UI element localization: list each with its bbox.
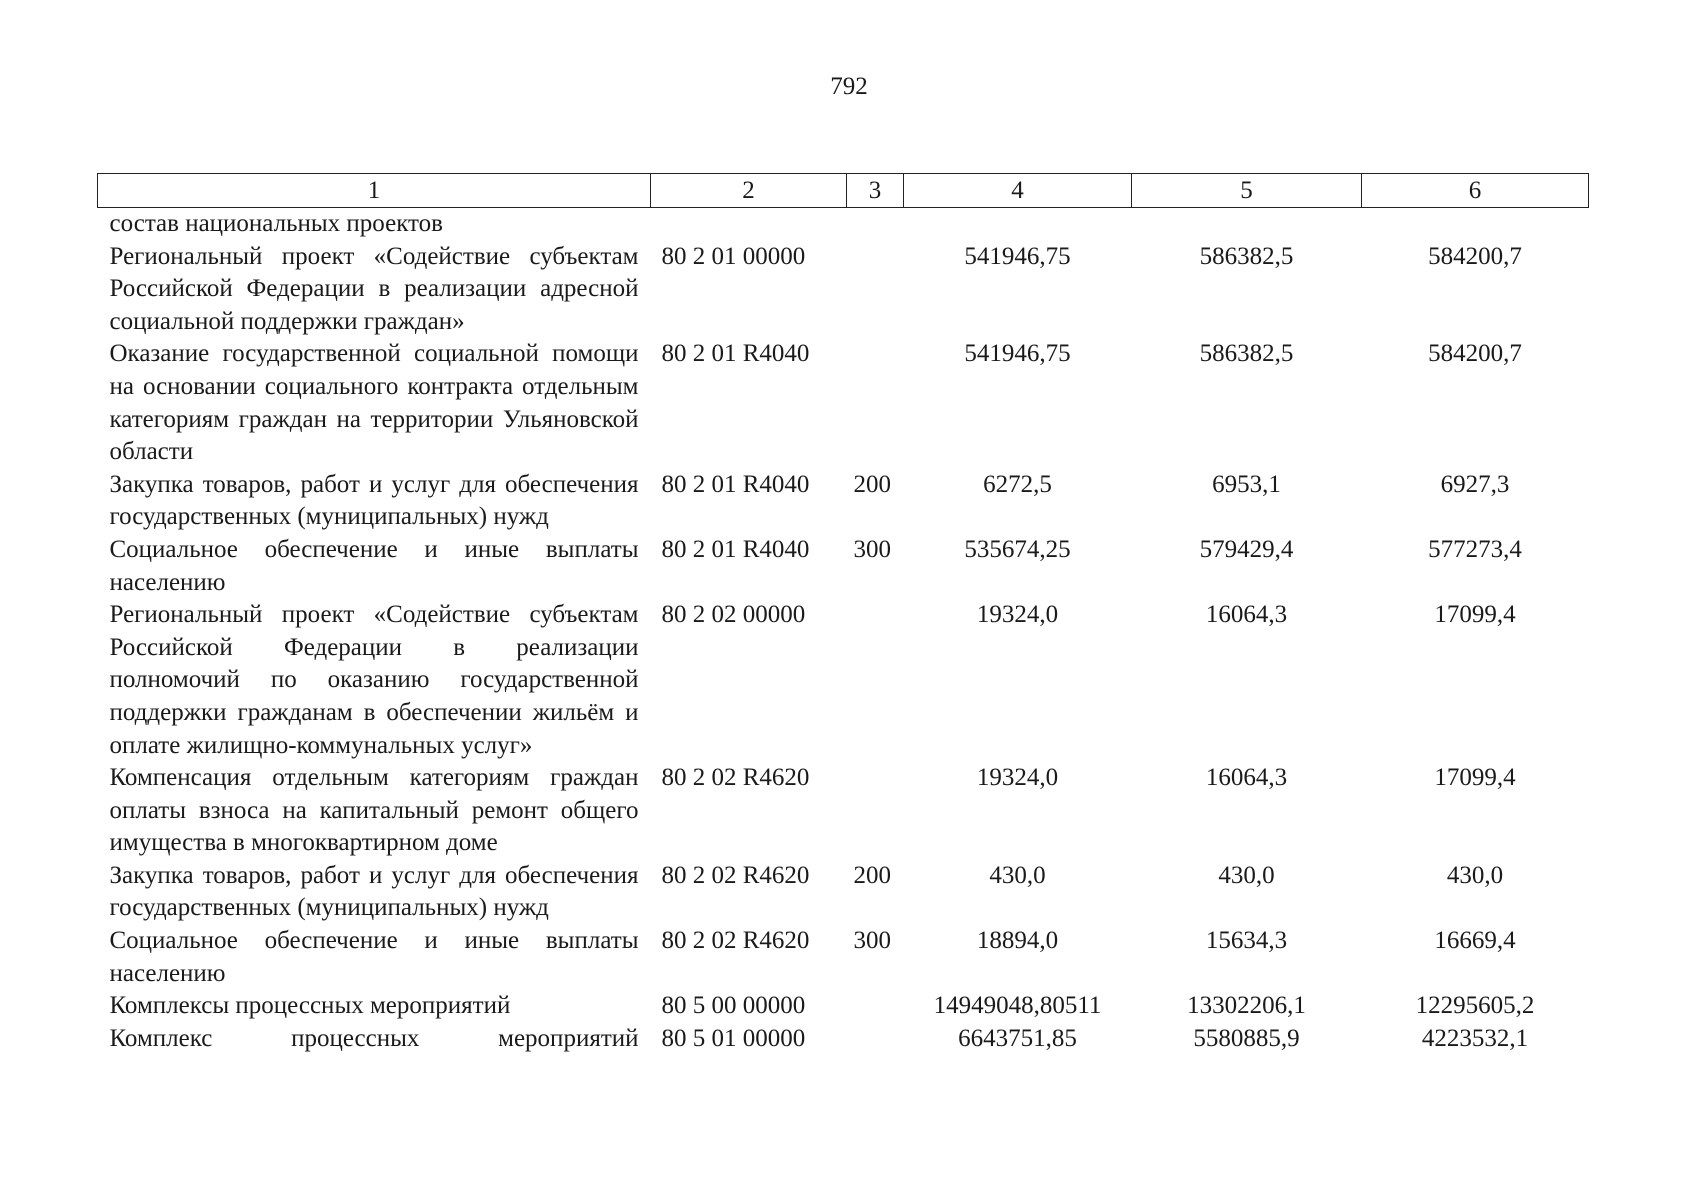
row-name: Оказание государственной социальной помощи на основании социального контракта отдельным категориям граждан на территории Ульяновской области [109, 340, 639, 466]
row-expense-type: 200 [853, 470, 891, 498]
table-row [98, 925, 1589, 990]
page-number: 792 [830, 73, 868, 100]
row-expense-type: 300 [853, 535, 891, 563]
row-value-col5: 13302206,1 [1187, 992, 1306, 1020]
row-value-col5: 16064,3 [1205, 601, 1288, 629]
row-name: Социальное обеспечение и иные выплаты населению [109, 927, 639, 987]
row-value-col5 [1132, 208, 1362, 241]
table-row [98, 208, 1589, 241]
row-value-col6: 430,0 [1446, 861, 1504, 889]
row-value-col6: 6927,3 [1440, 470, 1510, 498]
budget-table-container [97, 173, 1588, 1055]
row-value-col6: 584200,7 [1428, 340, 1522, 368]
row-expense-type [847, 338, 904, 468]
row-value-col4 [904, 208, 1132, 241]
table-row [98, 469, 1589, 534]
table-row [98, 241, 1589, 339]
row-value-col6: 12295605,2 [1415, 992, 1535, 1020]
budget-table [97, 173, 1589, 1055]
table-row [98, 990, 1589, 1023]
row-name: состав национальных проектов [109, 210, 443, 237]
row-value-col5: 15634,3 [1205, 927, 1288, 955]
row-name: Региональный проект «Содействие субъектам Российской Федерации в реализации полномочий по оказанию государственной поддержки гражданам в обеспечении жильём и оплате жилищно-коммунальных услуг» [109, 601, 639, 759]
row-expense-type [847, 208, 904, 241]
table-row [98, 338, 1589, 468]
row-value-col4: 6272,5 [983, 470, 1052, 498]
row-code: 80 2 02 00000 [661, 601, 806, 629]
row-code: 80 2 02 R4620 [661, 861, 810, 889]
row-code: 80 5 01 00000 [661, 1024, 806, 1052]
row-expense-type: 200 [853, 861, 891, 889]
row-value-col4: 19324,0 [976, 764, 1059, 792]
row-value-col6 [1362, 208, 1589, 241]
table-row [98, 1023, 1589, 1056]
column-header-4: 4 [904, 174, 1132, 208]
column-header-6: 6 [1362, 174, 1589, 208]
header-row [98, 174, 1589, 208]
row-value-col5: 430,0 [1218, 861, 1275, 889]
row-expense-type: 300 [853, 927, 891, 955]
row-name: Региональный проект «Содействие субъектам Российской Федерации в реализации адресной социальной поддержки граждан» [109, 242, 639, 335]
row-value-col6: 4223532,1 [1421, 1024, 1529, 1052]
row-value-col5: 5580885,9 [1193, 1024, 1300, 1052]
table-row [98, 599, 1589, 762]
table-row [98, 860, 1589, 925]
row-expense-type [847, 762, 904, 860]
row-name: Комплексы процессных мероприятий [109, 992, 511, 1020]
row-value-col5: 16064,3 [1205, 764, 1288, 792]
column-header-2: 2 [651, 174, 847, 208]
row-name: Закупка товаров, работ и услуг для обеспечения государственных (муниципальных) нужд [109, 470, 639, 531]
row-value-col5: 586382,5 [1199, 340, 1294, 368]
row-code: 80 2 01 R4040 [661, 470, 810, 498]
row-name: Компенсация отдельным категориям граждан оплаты взноса на капитальный ремонт общего имущества в многоквартирном доме [109, 764, 639, 857]
column-header-5: 5 [1132, 174, 1362, 208]
row-value-col6: 17099,4 [1434, 601, 1516, 629]
table-row [98, 534, 1589, 599]
row-value-col4: 541946,75 [964, 340, 1071, 368]
column-header-1: 1 [98, 174, 651, 208]
row-code: 80 2 02 R4620 [661, 927, 810, 955]
row-code: 80 2 01 00000 [661, 242, 806, 270]
table-row [98, 762, 1589, 860]
row-value-col6: 584200,7 [1428, 242, 1522, 270]
row-value-col5: 579429,4 [1199, 535, 1294, 563]
row-value-col4: 430,0 [989, 861, 1046, 889]
row-expense-type [847, 599, 904, 762]
row-value-col4: 19324,0 [976, 601, 1059, 629]
row-code: 80 2 01 R4040 [661, 340, 810, 368]
row-code: 80 2 02 R4620 [661, 764, 810, 792]
row-value-col6: 16669,4 [1434, 927, 1516, 955]
row-name: Комплекс процессных мероприятий [109, 1024, 639, 1052]
row-value-col4: 18894,0 [976, 927, 1059, 955]
row-value-col5: 6953,1 [1212, 470, 1281, 498]
table-body [98, 208, 1589, 1056]
row-code: 80 5 00 00000 [661, 992, 806, 1020]
row-name: Социальное обеспечение и иные выплаты населению [109, 535, 639, 596]
row-code [651, 208, 847, 241]
row-value-col6: 17099,4 [1434, 764, 1516, 792]
row-code: 80 2 01 R4040 [661, 535, 810, 563]
row-expense-type [847, 1023, 904, 1056]
row-expense-type [847, 990, 904, 1023]
row-value-col4: 535674,25 [964, 535, 1071, 563]
table-header [98, 174, 1589, 208]
row-value-col4: 6643751,85 [958, 1024, 1077, 1052]
row-value-col6: 577273,4 [1428, 535, 1522, 563]
row-value-col4: 541946,75 [964, 242, 1071, 270]
row-expense-type [847, 241, 904, 339]
row-value-col4: 14949048,80511 [933, 992, 1102, 1020]
column-header-3: 3 [847, 174, 904, 208]
row-value-col5: 586382,5 [1199, 242, 1294, 270]
row-name: Закупка товаров, работ и услуг для обеспечения государственных (муниципальных) нужд [109, 861, 639, 922]
